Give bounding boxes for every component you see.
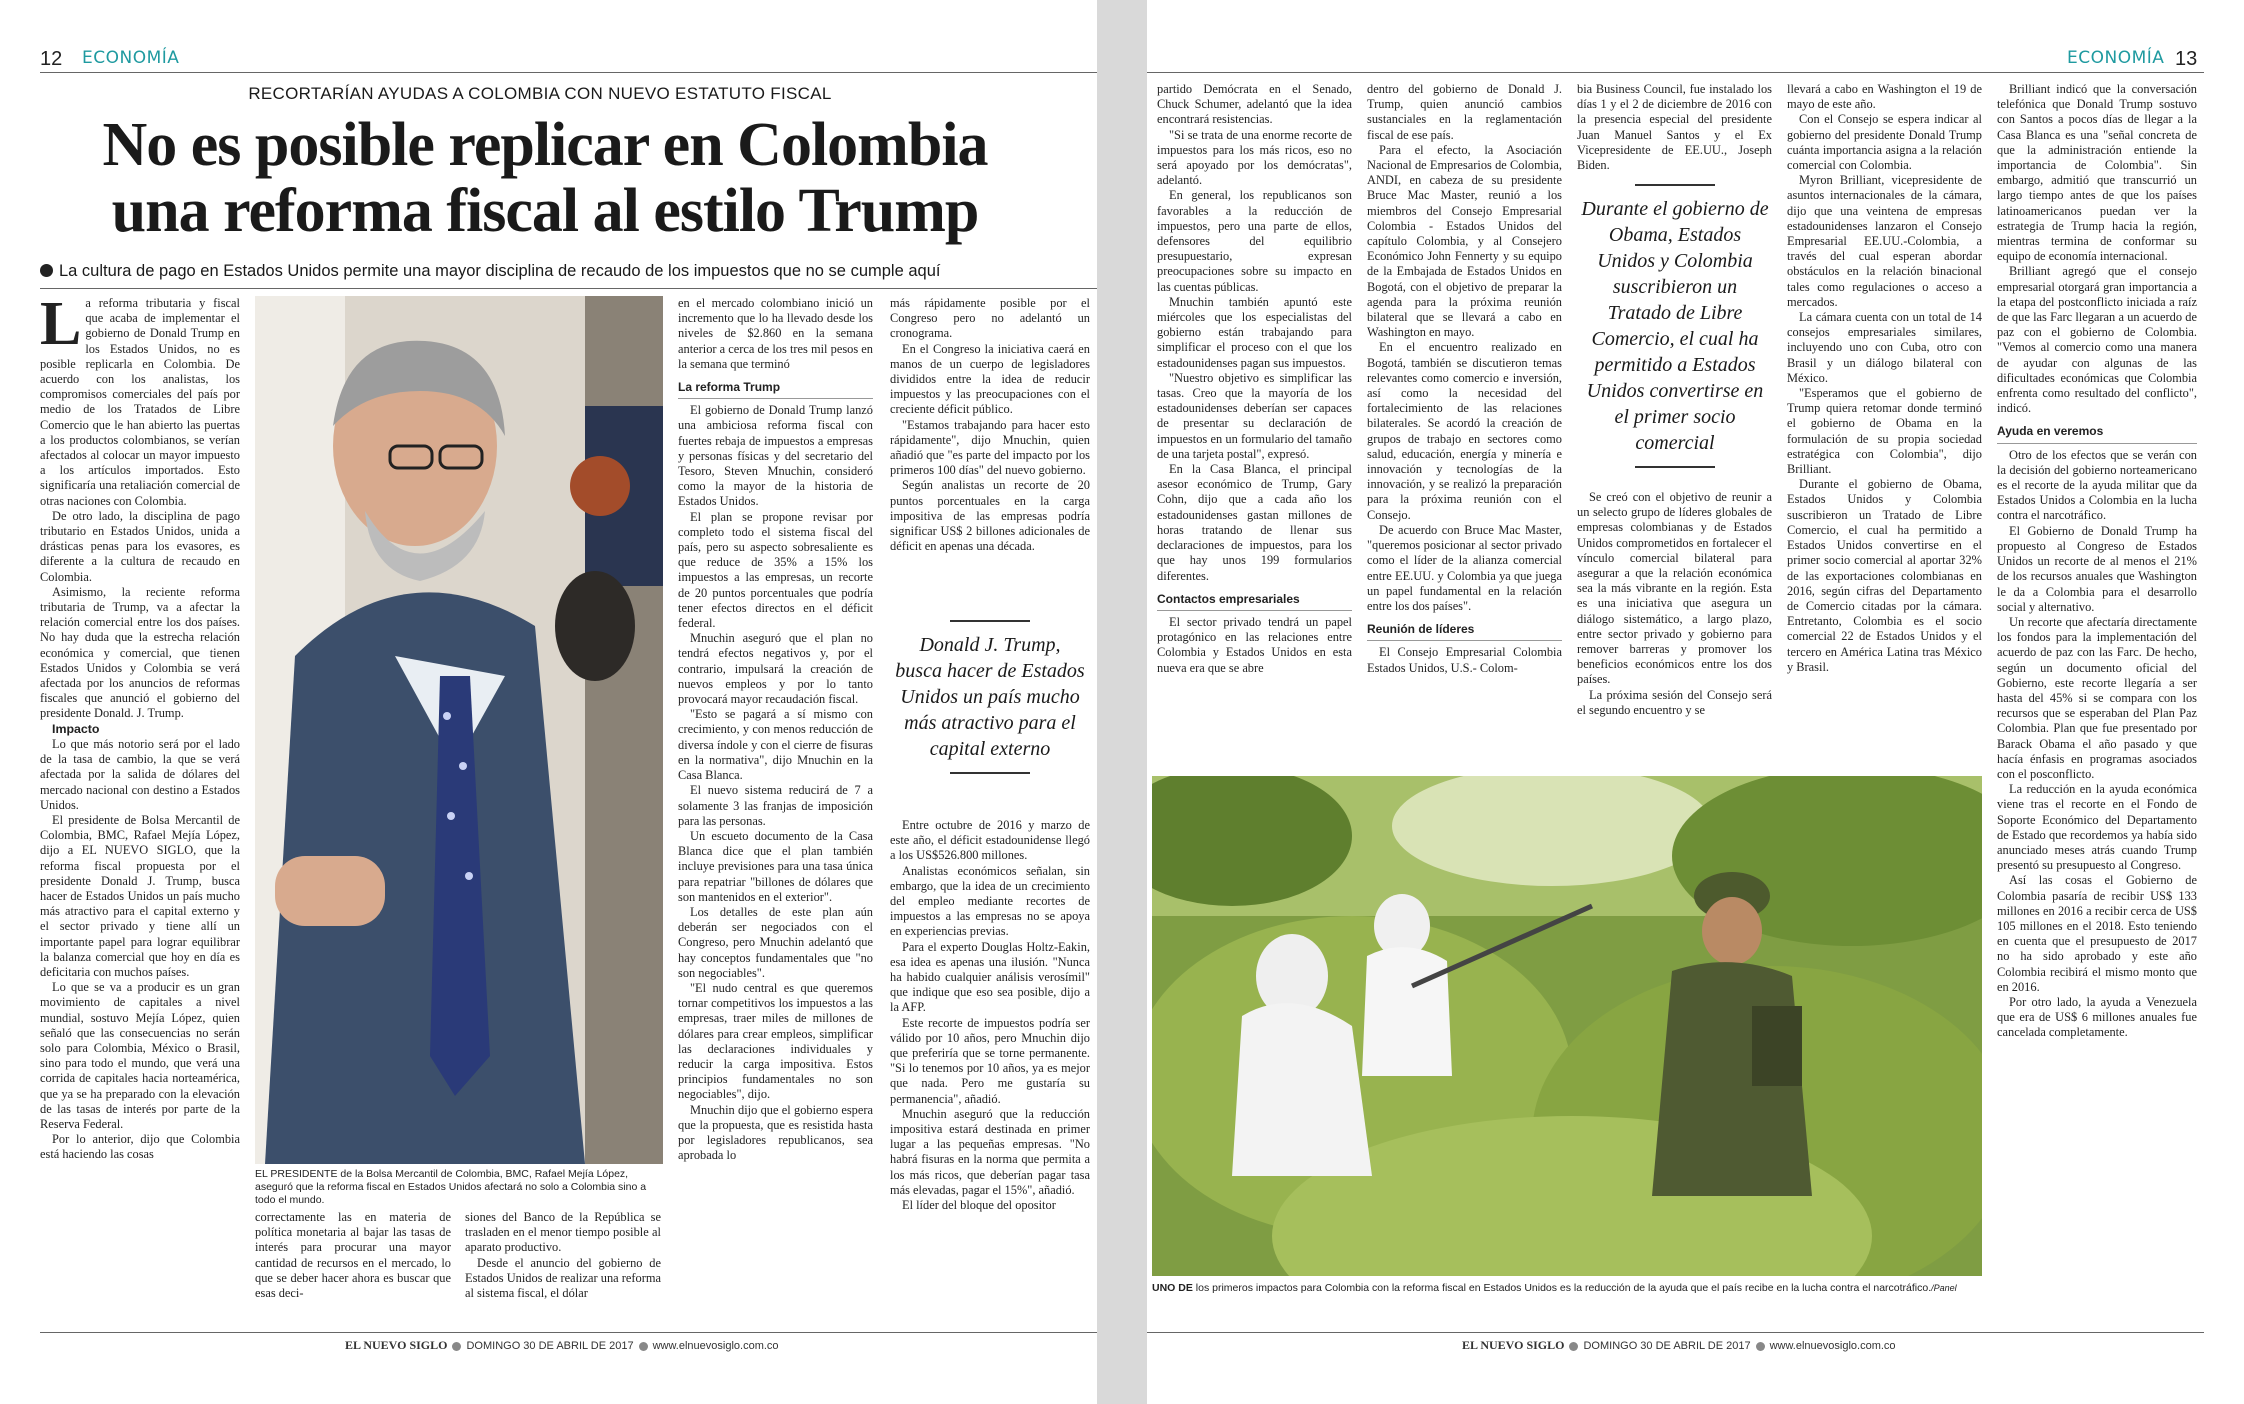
- drop-cap: L: [40, 290, 82, 358]
- paragraph: siones del Banco de la República se trasladen en el menor tiempo posible al aparato productivo.: [465, 1210, 661, 1255]
- paragraph: "Nuestro objetivo es simplificar las tasas. Creo que la mayoría de los estadounidenses deberían ser capaces de presentar su declaración de impuestos en un formulario del tamaño de una tarjeta postal", expresó.: [1157, 370, 1352, 461]
- photo-caption-text: los primeros impactos para Colombia con la reforma fiscal en Estados Unidos es la reducción de la ayuda que el país recibe en la lucha contra el narcotráfico.: [1195, 1282, 1932, 1294]
- subheading-reunion: Reunión de líderes: [1367, 622, 1562, 641]
- footer-brand: EL NUEVO SIGLO: [345, 1338, 448, 1352]
- section-label: ECONOMÍA: [82, 48, 180, 68]
- page-12: [0, 0, 1097, 1404]
- paragraph: "Si se trata de una enorme recorte de impuestos para los más ricos, eso no será apoyado por los demócratas", adelantó.: [1157, 127, 1352, 188]
- column-4: [678, 296, 873, 1331]
- paragraph: En el encuentro realizado en Bogotá, también se discutieron temas relevantes como comercio e inversión, así como la necesidad del fortalecimiento de las relaciones bilaterales. Se acordó la creación de grupos de trabajo en sectores como salud, educación, energía y minería e innovación y tecnologías de la innovación, y se realizó la preparación para la próxima reunión con el Consejo.: [1367, 340, 1562, 522]
- footer-rule: [40, 1332, 1097, 1333]
- paragraph: En la Casa Blanca, el principal asesor económico de Trump, Gary Cohn, dijo que a cada año los estadounidenses gastan millones de horas tratando de llenar sus declaraciones de impuestos, para los que hay unos 199 formularios diferentes.: [1157, 462, 1352, 583]
- paragraph: Se creó con el objetivo de reunir a un selecto grupo de líderes globales de empresas colombianas y de Estados Unidos comprometidos en fortalecer el vínculo comercial bilateral para asegurar a que la relación económica sea la más vibrante en la región. Esta es una iniciativa que asegura un diálogo sistemático, a largo plazo, entre sector privado y gobierno para remover barreras y promover los beneficios económicos entre los dos países.: [1577, 490, 1772, 687]
- portrait-illustration: [255, 296, 663, 1164]
- column-2-bottom: [255, 1210, 451, 1330]
- paragraph: El nuevo sistema reducirá de 7 a solamente 3 las franjas de imposición para las personas.: [678, 783, 873, 828]
- paragraph: Entre octubre de 2016 y marzo de este año, el déficit estadounidense llegó a los US$526.800 millones.: [890, 818, 1090, 863]
- paragraph: En general, los republicanos son favorables a la reducción de impuestos, pero una parte de ellos, defensores del equilibrio presupuestario, expresan preocupaciones sobre su impacto en las cuentas públicas.: [1157, 188, 1352, 294]
- bullet-icon: [1756, 1342, 1765, 1351]
- headline: [40, 112, 1050, 244]
- column-4: [1787, 82, 1982, 772]
- column-3-bottom: [465, 1210, 661, 1330]
- photo-caption: EL PRESIDENTE de la Bolsa Mercantil de Colombia, BMC, Rafael Mejía López, aseguró que la reforma fiscal en Estados Unidos afectará no solo a Colombia sino a todo el mundo.: [255, 1168, 647, 1206]
- footer: [1462, 1338, 1896, 1353]
- footer-rule: [1147, 1332, 2204, 1333]
- deck-text: La cultura de pago en Estados Unidos permite una mayor disciplina de recaudo de los impuestos que no se cumple aquí: [59, 262, 941, 280]
- field-illustration: [1152, 776, 1982, 1276]
- column-5-top: [890, 296, 1090, 606]
- portrait-photo: [255, 296, 663, 1164]
- paragraph: Lo que se va a producir es un gran movimiento de capitales a nivel mundial, sostuvo Mejía López, quien señaló que las consecuencias no serán solo para Colombia, México o Brasil, sino para todo el mundo, que verá una corrida de capitales hacia norteamérica, que ya se ha preparado con la elevación de las tasas de interés por parte de la Reserva Federal.: [40, 980, 240, 1131]
- paragraph: Asimismo, la reciente reforma tributaria de Trump, va a afectar la relación comercial entre los dos países. No hay duda que la estrecha relación económica y comercial, que tienen Estados Unidos y Colombia se verá afectada por los anuncios de reformas fiscales que anunció el gobierno del presidente Donald. J. Trump.: [40, 584, 240, 721]
- paragraph: Desde el anuncio del gobierno de Estados Unidos de realizar una reforma al sistema fiscal, el dólar: [465, 1255, 661, 1301]
- column-3-bottom: [1577, 490, 1772, 770]
- paragraph: La reducción en la ayuda económica viene tras el recorte en el Fondo de Soporte Económico del Departamento de Estado que recordemos ya había sido anunciado meses atrás cuando Trump presentó su presupuesto al Congreso.: [1997, 782, 2197, 873]
- deck: [40, 262, 1097, 281]
- bullet-icon: [639, 1342, 648, 1351]
- photo-caption: [1152, 1282, 1982, 1295]
- paragraph: Por lo anterior, dijo que Colombia está haciendo las cosas: [40, 1132, 240, 1162]
- field-photo: [1152, 776, 1982, 1276]
- paragraph: El presidente de Bolsa Mercantil de Colombia, BMC, Rafael Mejía López, dijo a EL NUEVO SIGLO, que la reforma fiscal propuesta por el presidente Donald J. Trump, busca hacer de Estados Unidos un país mucho más atractivo para el capital externo y el sector privado y tiene allí un importante papel para lograr equilibrar la balanza comercial que hoy en día es deficitaria con muchos países.: [40, 812, 240, 979]
- paragraph: bia Business Council, fue instalado los días 1 y el 2 de diciembre de 2016 con la presencia especial del presidente Juan Manuel Santos y el Ex Vicepresidente de EE.UU., Joseph Biden.: [1577, 82, 1772, 173]
- paragraph: De acuerdo con Bruce Mac Master, "queremos posicionar al sector privado como el líder de la alianza comercial entre EE.UU. y Colombia ya que juega un papel fundamental en la relación entre los dos países".: [1367, 522, 1562, 613]
- header-rule: [1147, 72, 2204, 73]
- footer-date: DOMINGO 30 DE ABRIL DE 2017: [1583, 1340, 1751, 1352]
- paragraph: dentro del gobierno de Donald J. Trump, quien anunció cambios sustanciales en la reglamentación fiscal de ese país.: [1367, 82, 1562, 142]
- paragraph: "Esperamos que el gobierno de Trump quiera retomar donde terminó el gobierno de Obama en la formulación de su propia sociedad estratégica con Colombia", dijo Brilliant.: [1787, 386, 1982, 477]
- page-number: 12: [40, 48, 63, 70]
- paragraph: "Esto se pagará a sí mismo con crecimiento, y con menos reducción de diversa índole y con el cierre de fisuras en la normativa", dijo Mnuchin en la Casa Blanca.: [678, 707, 873, 783]
- paragraph: Mnuchin también apuntó este miércoles que los especialistas del gobierno están trabajando para simplificar el proceso con el que los estadounidenses pagan sus impuestos.: [1157, 294, 1352, 370]
- paragraph: El Gobierno de Donald Trump ha propuesto al Congreso de Estados Unidos un recorte de al menos el 21% de los recursos anuales que Washington le da a Colombia para el desarrollo social y alternativo.: [1997, 523, 2197, 614]
- paragraph: La cámara cuenta con un total de 14 consejos empresariales similares, incluyendo uno con Cuba, otro con Brasil y un diálogo bilateral con México.: [1787, 310, 1982, 385]
- paragraph: Por otro lado, la ayuda a Venezuela que era de US$ 6 millones anuales fue cancelada completamente.: [1997, 994, 2197, 1040]
- page-number: 13: [2175, 48, 2198, 70]
- paragraph: El Consejo Empresarial Colombia Estados Unidos, U.S.- Colom-: [1367, 645, 1562, 675]
- section-label: ECONOMÍA: [2067, 48, 2165, 68]
- paragraph: Un recorte que afectaría directamente los fondos para la implementación del acuerdo de paz con las Farc. De hecho, según un documento oficial del Gobierno, este recorte llegaría a ser hasta del 45% si se compara con los recursos que se esperaban del Plan Paz Colombia. Plan que fue presentado por Barack Obama el año pasado y que hacía énfasis en programas asociados con el posconflicto.: [1997, 614, 2197, 781]
- paragraph: "El nudo central es que queremos tornar competitivos los impuestos a las empresas, traer miles de millones de dólares para crear empleos, simplificar las declaraciones individuales y reducir la carga impositiva. Estos principios fundamentales no son negociables", dijo.: [678, 980, 873, 1102]
- column-1: [1157, 82, 1352, 772]
- deck-rule: [40, 288, 1097, 289]
- paragraph: Brilliant indicó que la conversación telefónica que Donald Trump sostuvo con Santos a pocos días de llegar a la Casa Blanca es una "señal concreta de que la administración entiende la importancia de Colombia". Sin embargo, admitió que transcurrió un largo tiempo antes de que los países latinoamericanos puedan ver la estrategia de Trump hacia la región, mientras termina de conformar su equipo de economía internacional.: [1997, 82, 2197, 264]
- paragraph: Otro de los efectos que se verán con la decisión del gobierno norteamericano es el recorte de la ayuda militar que da Estados Unidos a Colombia en la lucha contra el narcotráfico.: [1997, 447, 2197, 523]
- paragraph: partido Demócrata en el Senado, Chuck Schumer, adelantó que la idea encontrará resistencias.: [1157, 82, 1352, 127]
- paragraph: La próxima sesión del Consejo será el segundo encuentro y se: [1577, 687, 1772, 717]
- paragraph: Con el Consejo se espera indicar al gobierno del presidente Donald Trump cuánta importancia asigna a la relación comercial con Colombia.: [1787, 112, 1982, 173]
- paragraph: en el mercado colombiano inició un incremento que lo ha llevado desde los niveles de $2.860 en la semana anterior a cerca de los tres mil pesos en la semana que terminó: [678, 296, 873, 371]
- pull-quote: Donald J. Trump, busca hacer de Estados Unidos un país mucho más atractivo para el capital externo: [895, 620, 1085, 774]
- paragraph: Durante el gobierno de Obama, Estados Unidos y Colombia suscribieron un Tratado de Libre Comercio, el cual ha permitido a Estados Unidos convertirse en el primer socio comercial al aportar 32% de las exportaciones colombianas en 2016, según cifras del Departamento de Comercio citadas por la cámara. Entretanto, Colombia es el socio comercial 22 de Estados Unidos y el tercero en América Latina tras México y Brasil.: [1787, 477, 1982, 674]
- paragraph: más rápidamente posible por el Congreso pero no adelantó un cronograma.: [890, 296, 1090, 341]
- paragraph: "Estamos trabajando para hacer esto rápidamente", dijo Mnuchin, quien añadió que "es parte del impacto por los primeros 100 días" del nuevo gobierno.: [890, 417, 1090, 478]
- column-1: [40, 290, 240, 1326]
- paragraph: Myron Brilliant, vicepresidente de asuntos internacionales de la cámara, dijo que una veintena de empresas estadounidenses lanzaron el Consejo Empresarial EE.UU.-Colombia, a través del cual esperan abordar obstáculos en la relación binacional tales como regulaciones o acceso a mercados.: [1787, 173, 1982, 309]
- subheading-ayuda: Ayuda en veremos: [1997, 424, 2197, 443]
- paragraph: Para el efecto, la Asociación Nacional de Empresarios de Colombia, ANDI, en cabeza de su presidente Bruce Mac Master, reunió a los miembros del Consejo Empresarial Colombia - Estados Unidos del capítulo Colombia, y al Consejero Económico John Fennerty y su equipo de la Embajada de Estados Unidos en Bogotá, con el objetivo de preparar la agenda para la próxima reunión bilateral que se llevará a cabo en Washington en mayo.: [1367, 142, 1562, 340]
- paragraph: De otro lado, la disciplina de pago tributario en Estados Unidos, unida a drásticas penas para los evasores, es diferente a la cultura de recaudo en Colombia.: [40, 508, 240, 584]
- footer-url: www.elnuevosiglo.com.co: [652, 1340, 779, 1352]
- paragraph: Este recorte de impuestos podría ser válido por 10 años, pero Mnuchin dijo que preferiría que se torne permanente. "Si lo tenemos por 10 años, ya es mejor que nada. Pero me gustaría su permanencia", añadió.: [890, 1015, 1090, 1106]
- headline-line-2: una reforma fiscal al estilo Trump: [111, 177, 979, 245]
- paragraph: El plan se propone revisar por completo todo el sistema fiscal del país, pero su aspecto sobresaliente es que reduce de 35% a 15% los impuestos a las empresas, un recorte de 20 puntos porcentuales que podría tener efectos directos en el déficit federal.: [678, 509, 873, 631]
- paragraph: Mnuchin dijo que el gobierno espera que la propuesta, que es resistida hasta por legisladores republicanos, sea aprobada lo: [678, 1102, 873, 1163]
- bullet-icon: [452, 1342, 461, 1351]
- paragraph: Mnuchin aseguró que el plan no tendrá efectos negativos y, por el contrario, impulsará la creación de nuevos empleos y por lo tanto provocará mayor recaudación fiscal.: [678, 631, 873, 707]
- paragraph: El líder del bloque del opositor: [902, 1198, 1056, 1213]
- subheading-impacto: Impacto: [52, 721, 100, 736]
- bullet-icon: [40, 264, 53, 277]
- paragraph: correctamente las en materia de política monetaria al bajar las tasas de interés para procurar una mayor cantidad de recursos en el mercado, lo que se deber hacer ahora es buscar que esas deci-: [255, 1210, 451, 1301]
- footer: [345, 1338, 779, 1353]
- paragraph: El gobierno de Donald Trump lanzó una ambiciosa reforma fiscal con fuertes rebaja de impuestos a empresas y personas físicas y del secretario del Tesoro, Steven Mnuchin, consideró como la mayor de la historia de Estados Unidos.: [678, 403, 873, 509]
- subheading-reforma-trump: La reforma Trump: [678, 380, 873, 399]
- paragraph: Los detalles de este plan aún deberán ser negociados con el Congreso, pero Mnuchin adelantó que hay conceptos fundamentales que "no son negociables".: [678, 904, 873, 980]
- footer-brand: EL NUEVO SIGLO: [1462, 1338, 1565, 1352]
- photo-caption-lead: UNO DE: [1152, 1282, 1193, 1294]
- pull-quote: Durante el gobierno de Obama, Estados Unidos y Colombia suscribieron un Tratado de Libre Comercio, el cual ha permitido a Estados Unidos convertirse en el primer socio comercial: [1579, 184, 1771, 468]
- footer-url: www.elnuevosiglo.com.co: [1769, 1340, 1896, 1352]
- footer-date: DOMINGO 30 DE ABRIL DE 2017: [466, 1340, 634, 1352]
- column-5-bottom: [890, 818, 1090, 1330]
- bullet-icon: [1569, 1342, 1578, 1351]
- paragraph: Lo que más notorio será por el lado de la tasa de cambio, la que se verá afectada por la salida de dólares del mercado nacional con destino a Estados Unidos.: [40, 736, 240, 812]
- column-3-top: [1577, 82, 1772, 173]
- paragraph: En el Congreso la iniciativa caerá en manos de un cuerpo de legisladores divididos entre la idea de reducir impuestos y las preocupaciones con el creciente déficit público.: [890, 341, 1090, 417]
- headline-line-1: No es posible replicar en Colombia: [102, 111, 988, 179]
- paragraph: Así las cosas el Gobierno de Colombia pasaría de recibir US$ 133 millones en 2016 a recibir cerca de US$ 105 millones en el 2018. Esto teniendo en cuenta que el presupuesto de 2017 no ha sido aprobado y este año Colombia recibirá el mismo monto que en 2016.: [1997, 873, 2197, 994]
- paragraph: Según analistas un recorte de 20 puntos porcentuales en la carga impositiva de las empresas podría significar US$ 2 billones adicionales de déficit en apenas una década.: [890, 478, 1090, 554]
- paragraph: Analistas económicos señalan, sin embargo, que la idea de un crecimiento del empleo mediante recortes de impuestos a las empresas no se apoya en experiencias previas.: [890, 863, 1090, 939]
- paragraph: Para el experto Douglas Holtz-Eakin, esa idea es apenas una ilusión. "Nunca ha habido cualquier análisis verosímil" que indique que eso sea posible, dijo a la AFP.: [890, 939, 1090, 1015]
- photo-credit: /Panel: [1931, 1283, 1957, 1293]
- paragraph: Un escueto documento de la Casa Blanca dice que el plan también incluye previsiones para una tasa única para repatriar "billones de dólares que son mantenidos en el exterior".: [678, 828, 873, 904]
- paragraph: llevará a cabo en Washington el 19 de mayo de este año.: [1787, 82, 1982, 112]
- paragraph: Mnuchin aseguró que la reducción impositiva estará destinada en primer lugar a las pequeñas empresas. "No habrá fisuras en la norma que permita a los más ricos, que deberían pagar tasa más elevadas, pagar el 15%", añadió.: [890, 1106, 1090, 1197]
- paragraph: a reforma tributaria y fiscal que acaba de implementar el gobierno de Donald Trump en los Estados Unidos, no es posible replicarla en Colombia. De acuerdo con los analistas, los compromisos comerciales del país por medio de los Tratados de Libre Comercio que le han abierto las puertas a los productos colombianos, se verían afectados al colocar un mayor impuesto a los artículos importados. Esto significaría una retaliación comercial de otras naciones con Colombia.: [40, 296, 240, 508]
- paragraph: Brilliant agregó que el consejo empresarial otorgará gran importancia a la etapa del postconflicto iniciada a raíz de que las Farc llegaran a un acuerdo de paz con el gobierno de Colombia. "Vemos al comercio como una manera de ayudar con algunas de las dificultades económicas que Colombia enfrenta como resultado del conflicto", indicó.: [1997, 264, 2197, 416]
- paragraph: El sector privado tendrá un papel protagónico en las relaciones entre Colombia y Estados Unidos en esta nueva era que se abre: [1157, 614, 1352, 675]
- subheading-contactos: Contactos empresariales: [1157, 592, 1352, 611]
- kicker: RECORTARÍAN AYUDAS A COLOMBIA CON NUEVO ESTATUTO FISCAL: [248, 84, 832, 103]
- column-2: [1367, 82, 1562, 772]
- page-13: [1147, 0, 2244, 1404]
- column-5: [1997, 82, 2197, 1332]
- header-rule: [40, 72, 1097, 73]
